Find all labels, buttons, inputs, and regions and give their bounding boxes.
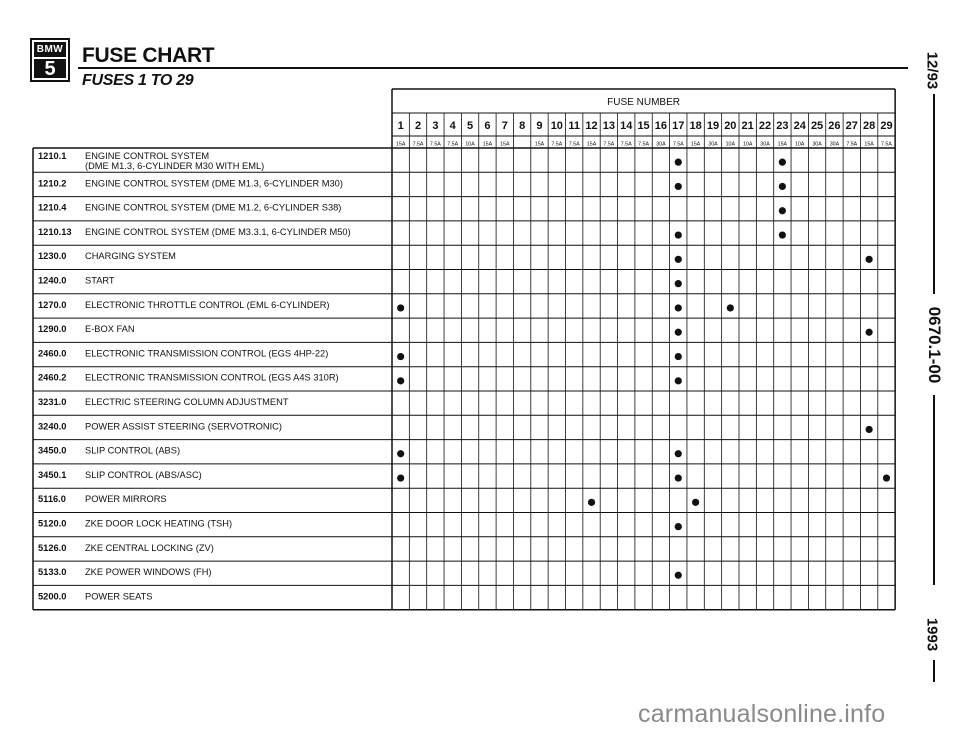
fuse-dot [675, 256, 682, 263]
row-code: 5133.0 [38, 567, 67, 578]
fuse-dot [883, 474, 890, 481]
fuse-rating: 15A [500, 141, 510, 148]
fuse-dot [675, 474, 682, 481]
fuse-rating: 15A [534, 141, 545, 148]
fuse-number: 11 [568, 120, 580, 132]
fuse-rating: 30A [760, 141, 770, 148]
fuse-dot [675, 523, 682, 530]
fuse-dot [727, 304, 734, 311]
row-code: 1210.13 [38, 226, 72, 237]
fuse-number: 14 [620, 120, 633, 132]
watermark: carmanualsonline.info [638, 700, 886, 728]
row-label: SLIP CONTROL (ABS) [85, 445, 181, 456]
fuse-rating: 7.5A [672, 141, 684, 148]
row-code: 1270.0 [38, 299, 67, 310]
row-label: CHARGING SYSTEM [85, 251, 176, 262]
fuse-number: 28 [863, 120, 876, 132]
side-doc-number: 0670.1-00 [925, 306, 944, 384]
row-label: ENGINE CONTROL SYSTEM (DME M1.3, 6-CYLINDER M30) [85, 178, 343, 189]
row-label: POWER ASSIST STEERING (SERVOTRONIC) [85, 421, 282, 432]
fuse-dot [397, 450, 404, 457]
fuse-number: 29 [880, 120, 893, 132]
fuse-dot [675, 329, 682, 336]
fuse-rating: 15A [864, 141, 874, 148]
row-label: ENGINE CONTROL SYSTEM [85, 151, 210, 161]
fuse-number: 3 [432, 120, 439, 132]
fuse-dot [397, 377, 404, 384]
fuse-dot [779, 159, 786, 166]
row-label: ZKE DOOR LOCK HEATING (TSH) [85, 518, 233, 529]
row-code: 3240.0 [38, 421, 67, 432]
fuse-rating: 7.5A [620, 141, 632, 148]
side-year: 1993 [923, 617, 941, 652]
row-label: ELECTRONIC TRANSMISSION CONTROL (EGS 4HP-22) [85, 348, 329, 359]
row-code: 1210.2 [38, 178, 67, 189]
row-label-2: (DME M1.3, 6-CYLINDER M30 WITH EML) [85, 161, 265, 171]
row-code: 5120.0 [38, 518, 67, 529]
fuse-number: 2 [414, 120, 422, 132]
fuse-number: 5 [467, 120, 474, 132]
fuse-rating: 7.5A [551, 141, 563, 148]
fuse-number: 26 [828, 120, 841, 132]
fuse-number: 7 [501, 120, 508, 132]
fuse-rating: 7.5A [603, 141, 615, 148]
row-code: 5126.0 [38, 542, 67, 553]
fuse-rating: 7.5A [881, 141, 892, 148]
logo-brand: BMW [34, 42, 66, 57]
fuse-dot [397, 353, 404, 360]
row-label: POWER MIRRORS [85, 494, 167, 505]
fuse-rating: 15A [690, 141, 701, 148]
row-code: 1230.0 [38, 251, 67, 262]
row-code: 3450.1 [38, 469, 67, 480]
fuse-number: 1 [397, 120, 404, 132]
fuse-rating: 7.5A [429, 141, 441, 148]
fuse-dot [866, 329, 873, 336]
fuse-number: 9 [536, 120, 543, 132]
fuse-number: 24 [793, 120, 806, 132]
row-code: 1290.0 [38, 324, 67, 335]
fuse-dot [675, 377, 682, 384]
fuse-number: 6 [484, 120, 491, 132]
row-code: 1210.1 [38, 151, 67, 161]
fuse-dot [675, 304, 682, 311]
row-label: SLIP CONTROL (ABS/ASC) [85, 469, 202, 480]
fuse-number: 16 [654, 120, 668, 132]
fuse-dot [675, 159, 682, 166]
fuse-dot [397, 474, 404, 481]
fuse-dot [675, 183, 682, 190]
fuse-number: 10 [550, 120, 563, 132]
row-code: 3231.0 [38, 397, 67, 407]
fuse-number: 25 [810, 120, 824, 132]
fuse-rating: 7.5A [638, 141, 650, 148]
fuse-dot [866, 256, 873, 263]
fuse-number: 4 [449, 120, 456, 132]
row-label: ELECTRONIC TRANSMISSION CONTROL (EGS A4S 310R) [85, 372, 339, 383]
row-label: E-BOX FAN [85, 324, 135, 335]
row-code: 5116.0 [38, 494, 66, 505]
fuse-dot [675, 450, 682, 457]
fuse-number: 19 [706, 120, 720, 132]
fuse-rating: 15A [777, 141, 788, 148]
row-code: 2460.0 [38, 348, 67, 359]
fuse-rating: 7.5A [568, 141, 580, 148]
fuse-number-header: FUSE NUMBER [607, 97, 680, 108]
fuse-number: 22 [758, 120, 772, 132]
row-label: ELECTRIC STEERING COLUMN ADJUSTMENT [85, 397, 289, 407]
row-code: 2460.2 [38, 372, 67, 383]
fuse-dot [588, 499, 595, 506]
fuse-rating: 30A [656, 141, 666, 148]
fuse-number: 23 [776, 120, 789, 132]
fuse-dot [397, 304, 404, 311]
fuse-number: 21 [741, 120, 754, 132]
fuse-rating: 30A [708, 141, 718, 148]
fuse-dot [675, 280, 682, 287]
fuse-rating: 15A [482, 141, 493, 148]
fuse-rating: 10A [465, 141, 475, 148]
row-label: ZKE POWER WINDOWS (FH) [85, 567, 212, 578]
row-label: ELECTRONIC THROTTLE CONTROL (EML 6-CYLINDER) [85, 299, 330, 310]
fuse-rating: 10A [725, 141, 736, 148]
fuse-number: 15 [637, 120, 650, 132]
fuse-number: 8 [519, 120, 526, 132]
fuse-dot [779, 183, 786, 190]
fuse-number: 27 [845, 120, 858, 132]
fuse-dot [779, 207, 786, 214]
fuse-rating: 15A [395, 141, 406, 148]
row-code: 1240.0 [38, 275, 67, 286]
row-code: 3450.0 [38, 445, 67, 456]
fuse-number: 17 [672, 120, 685, 132]
logo-series: 5 [34, 59, 66, 78]
fuse-rating: 30A [812, 141, 822, 148]
row-code: 1210.4 [38, 202, 67, 213]
fuse-rating: 7.5A [412, 141, 424, 148]
fuse-rating: 15A [586, 141, 597, 148]
fuse-dot [675, 231, 682, 238]
row-label: ENGINE CONTROL SYSTEM (DME M1.2, 6-CYLINDER S38) [85, 202, 342, 213]
fuse-rating: 7.5A [447, 141, 459, 148]
row-label: POWER SEATS [85, 591, 153, 602]
fuse-rating: 7.5A [846, 141, 858, 148]
fuse-rating: 10A [795, 141, 805, 148]
row-label: ZKE CENTRAL LOCKING (ZV) [85, 542, 214, 553]
fuse-dot [692, 499, 699, 506]
row-label: ENGINE CONTROL SYSTEM (DME M3.3.1, 6-CYLINDER M50) [85, 226, 351, 237]
fuse-dot [779, 231, 786, 238]
side-date: 12/93 [923, 51, 941, 90]
fuse-rating: 30A [829, 141, 840, 148]
fuse-number: 20 [724, 120, 737, 132]
row-label: START [85, 275, 115, 286]
page-title: FUSE CHART [82, 44, 215, 67]
page-subtitle: FUSES 1 TO 29 [82, 72, 194, 89]
fuse-dot [675, 572, 682, 579]
fuse-number: 12 [585, 120, 598, 132]
fuse-rating: 10A [742, 141, 753, 148]
fuse-dot [675, 353, 682, 360]
fuse-dot [866, 426, 873, 433]
row-code: 5200.0 [38, 591, 67, 602]
fuse-number: 18 [689, 120, 702, 132]
fuse-number: 13 [602, 120, 615, 132]
